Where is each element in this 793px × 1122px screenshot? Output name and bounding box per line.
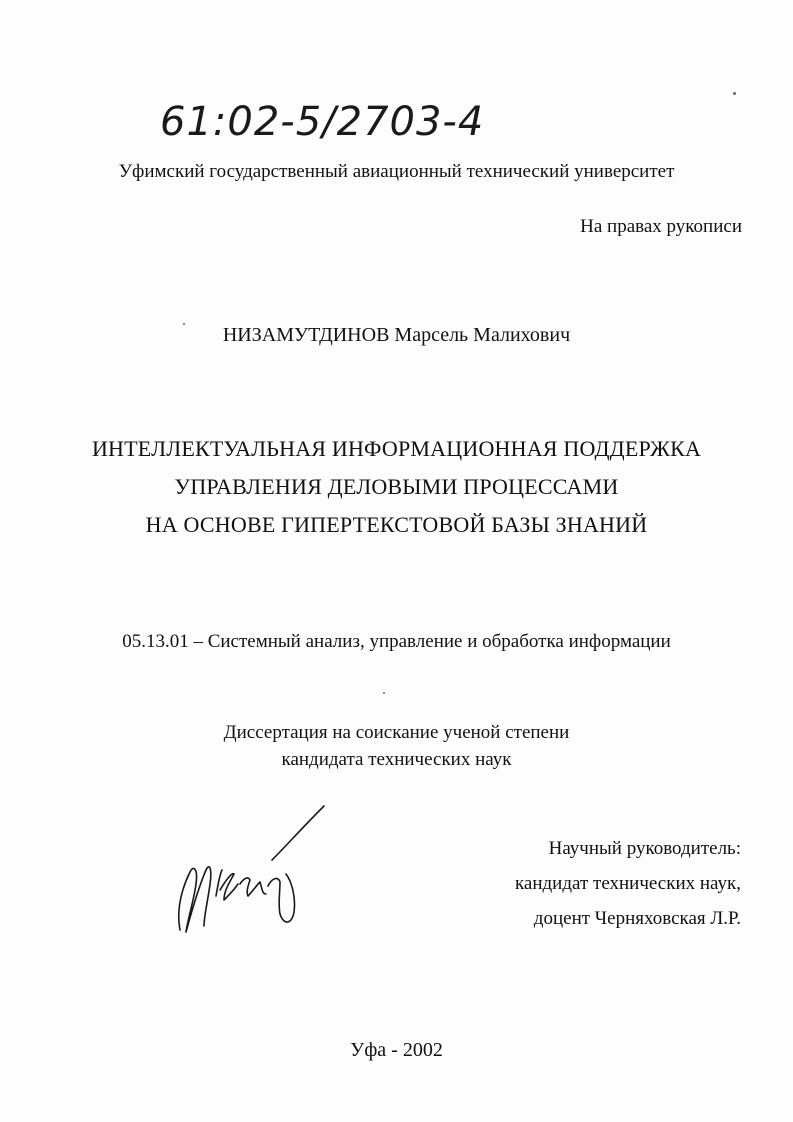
scan-speck xyxy=(383,692,385,694)
dissertation-title xyxy=(0,430,793,544)
degree-line: Диссертация на соискание ученой степени xyxy=(223,722,570,743)
city-year: Уфа - 2002 xyxy=(350,1039,443,1061)
title-line: ИНТЕЛЛЕКТУАЛЬНАЯ ИНФОРМАЦИОННАЯ ПОДДЕРЖКА xyxy=(91,436,702,461)
supervisor-line: кандидат технических наук, xyxy=(514,873,741,894)
handwritten-archive-code: 61:02-5/2703-4 xyxy=(160,99,485,145)
title-line: НА ОСНОВЕ ГИПЕРТЕКСТОВОЙ БАЗЫ ЗНАНИЙ xyxy=(145,512,648,537)
specialty-code: 05.13.01 – Системный анализ, управление и обработка информации xyxy=(122,631,671,652)
author-name: НИЗАМУТДИНОВ Марсель Малихович xyxy=(222,324,571,346)
scan-speck xyxy=(183,323,185,325)
title-line: УПРАВЛЕНИЯ ДЕЛОВЫМИ ПРОЦЕССАМИ xyxy=(174,474,619,499)
supervisor-line: доцент Черняховская Л.Р. xyxy=(533,908,741,929)
degree-statement xyxy=(0,719,793,773)
scan-speck xyxy=(733,92,736,95)
handwritten-signature xyxy=(168,800,338,950)
university-name: Уфимский государственный авиационный технический университет xyxy=(118,161,675,182)
degree-line: кандидата технических наук xyxy=(281,749,512,770)
supervisor-info xyxy=(515,831,741,936)
rights-note: На правах рукописи xyxy=(580,216,742,237)
supervisor-line: Научный руководитель: xyxy=(548,838,741,859)
